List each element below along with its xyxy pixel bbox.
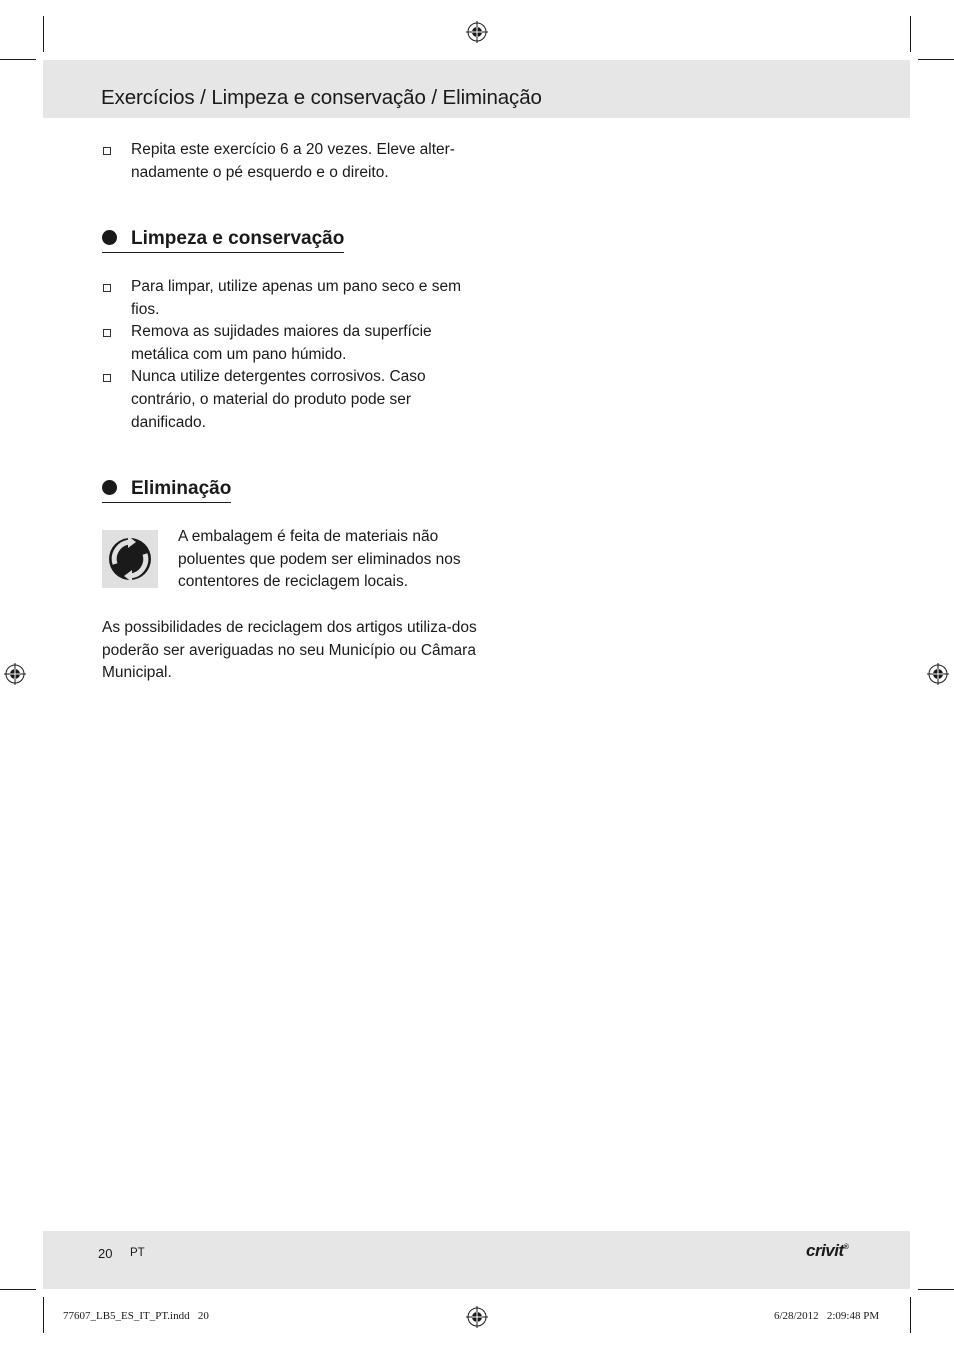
section-heading-text: Limpeza e conservação (131, 228, 345, 249)
checkbox-bullet-icon (103, 284, 111, 292)
packaging-text: A embalagem é feita de materiais não poluentes que podem ser eliminados nos contentores de reciclagem locais. (178, 528, 461, 591)
section-heading-disposal (102, 478, 231, 503)
crop-mark (43, 1297, 44, 1333)
slug-date: 6/28/2012 2:09:48 PM (774, 1310, 880, 1322)
list-item (102, 276, 472, 321)
slug-file-name: 77607_LB5_ES_IT_PT.indd 20 (63, 1310, 209, 1322)
intro-list (102, 139, 472, 184)
list-item-text: Repita este exercício 6 a 20 vezes. Eleve alter-nadamente o pé esquerdo e o direito. (131, 141, 455, 181)
registration-mark-icon (466, 1306, 488, 1328)
language-code: PT (130, 1247, 145, 1259)
list-item (102, 366, 472, 434)
footer-band (43, 1231, 910, 1289)
page-number: 20 (98, 1246, 113, 1261)
recycling-paragraph: As possibilidades de reciclagem dos artigos utiliza-dos poderão ser averiguadas no seu Município ou Câmara Municipal. (102, 619, 477, 682)
checkbox-bullet-icon (103, 147, 111, 155)
bullet-dot-icon (102, 480, 117, 495)
registration-mark-icon (4, 663, 26, 685)
list-item (102, 321, 472, 366)
crop-mark (918, 59, 954, 60)
recycling-symbol-box (102, 530, 158, 588)
registration-mark-icon (927, 663, 949, 685)
list-item-text: Para limpar, utilize apenas um pano seco e sem fios. (131, 278, 461, 318)
crop-mark (910, 1297, 911, 1333)
checkbox-bullet-icon (103, 329, 111, 337)
page-title: Exercícios / Limpeza e conservação / Eliminação (101, 86, 542, 109)
checkbox-bullet-icon (103, 374, 111, 382)
section-heading-text: Eliminação (131, 478, 232, 499)
list-item (102, 139, 472, 184)
brand-logo: crivit® (806, 1241, 849, 1260)
registration-mark-icon (466, 21, 488, 43)
cleaning-list (102, 276, 472, 434)
green-dot-recycling-icon (102, 530, 158, 588)
crop-mark (910, 16, 911, 52)
crop-mark (0, 1289, 36, 1290)
bullet-dot-icon (102, 230, 117, 245)
crop-mark (918, 1289, 954, 1290)
crop-mark (0, 59, 36, 60)
section-heading-cleaning (102, 228, 344, 253)
list-item-text: Nunca utilize detergentes corrosivos. Caso contrário, o material do produto pode ser danificado. (131, 368, 426, 431)
list-item-text: Remova as sujidades maiores da superfície metálica com um pano húmido. (131, 323, 432, 363)
crop-mark (43, 16, 44, 52)
